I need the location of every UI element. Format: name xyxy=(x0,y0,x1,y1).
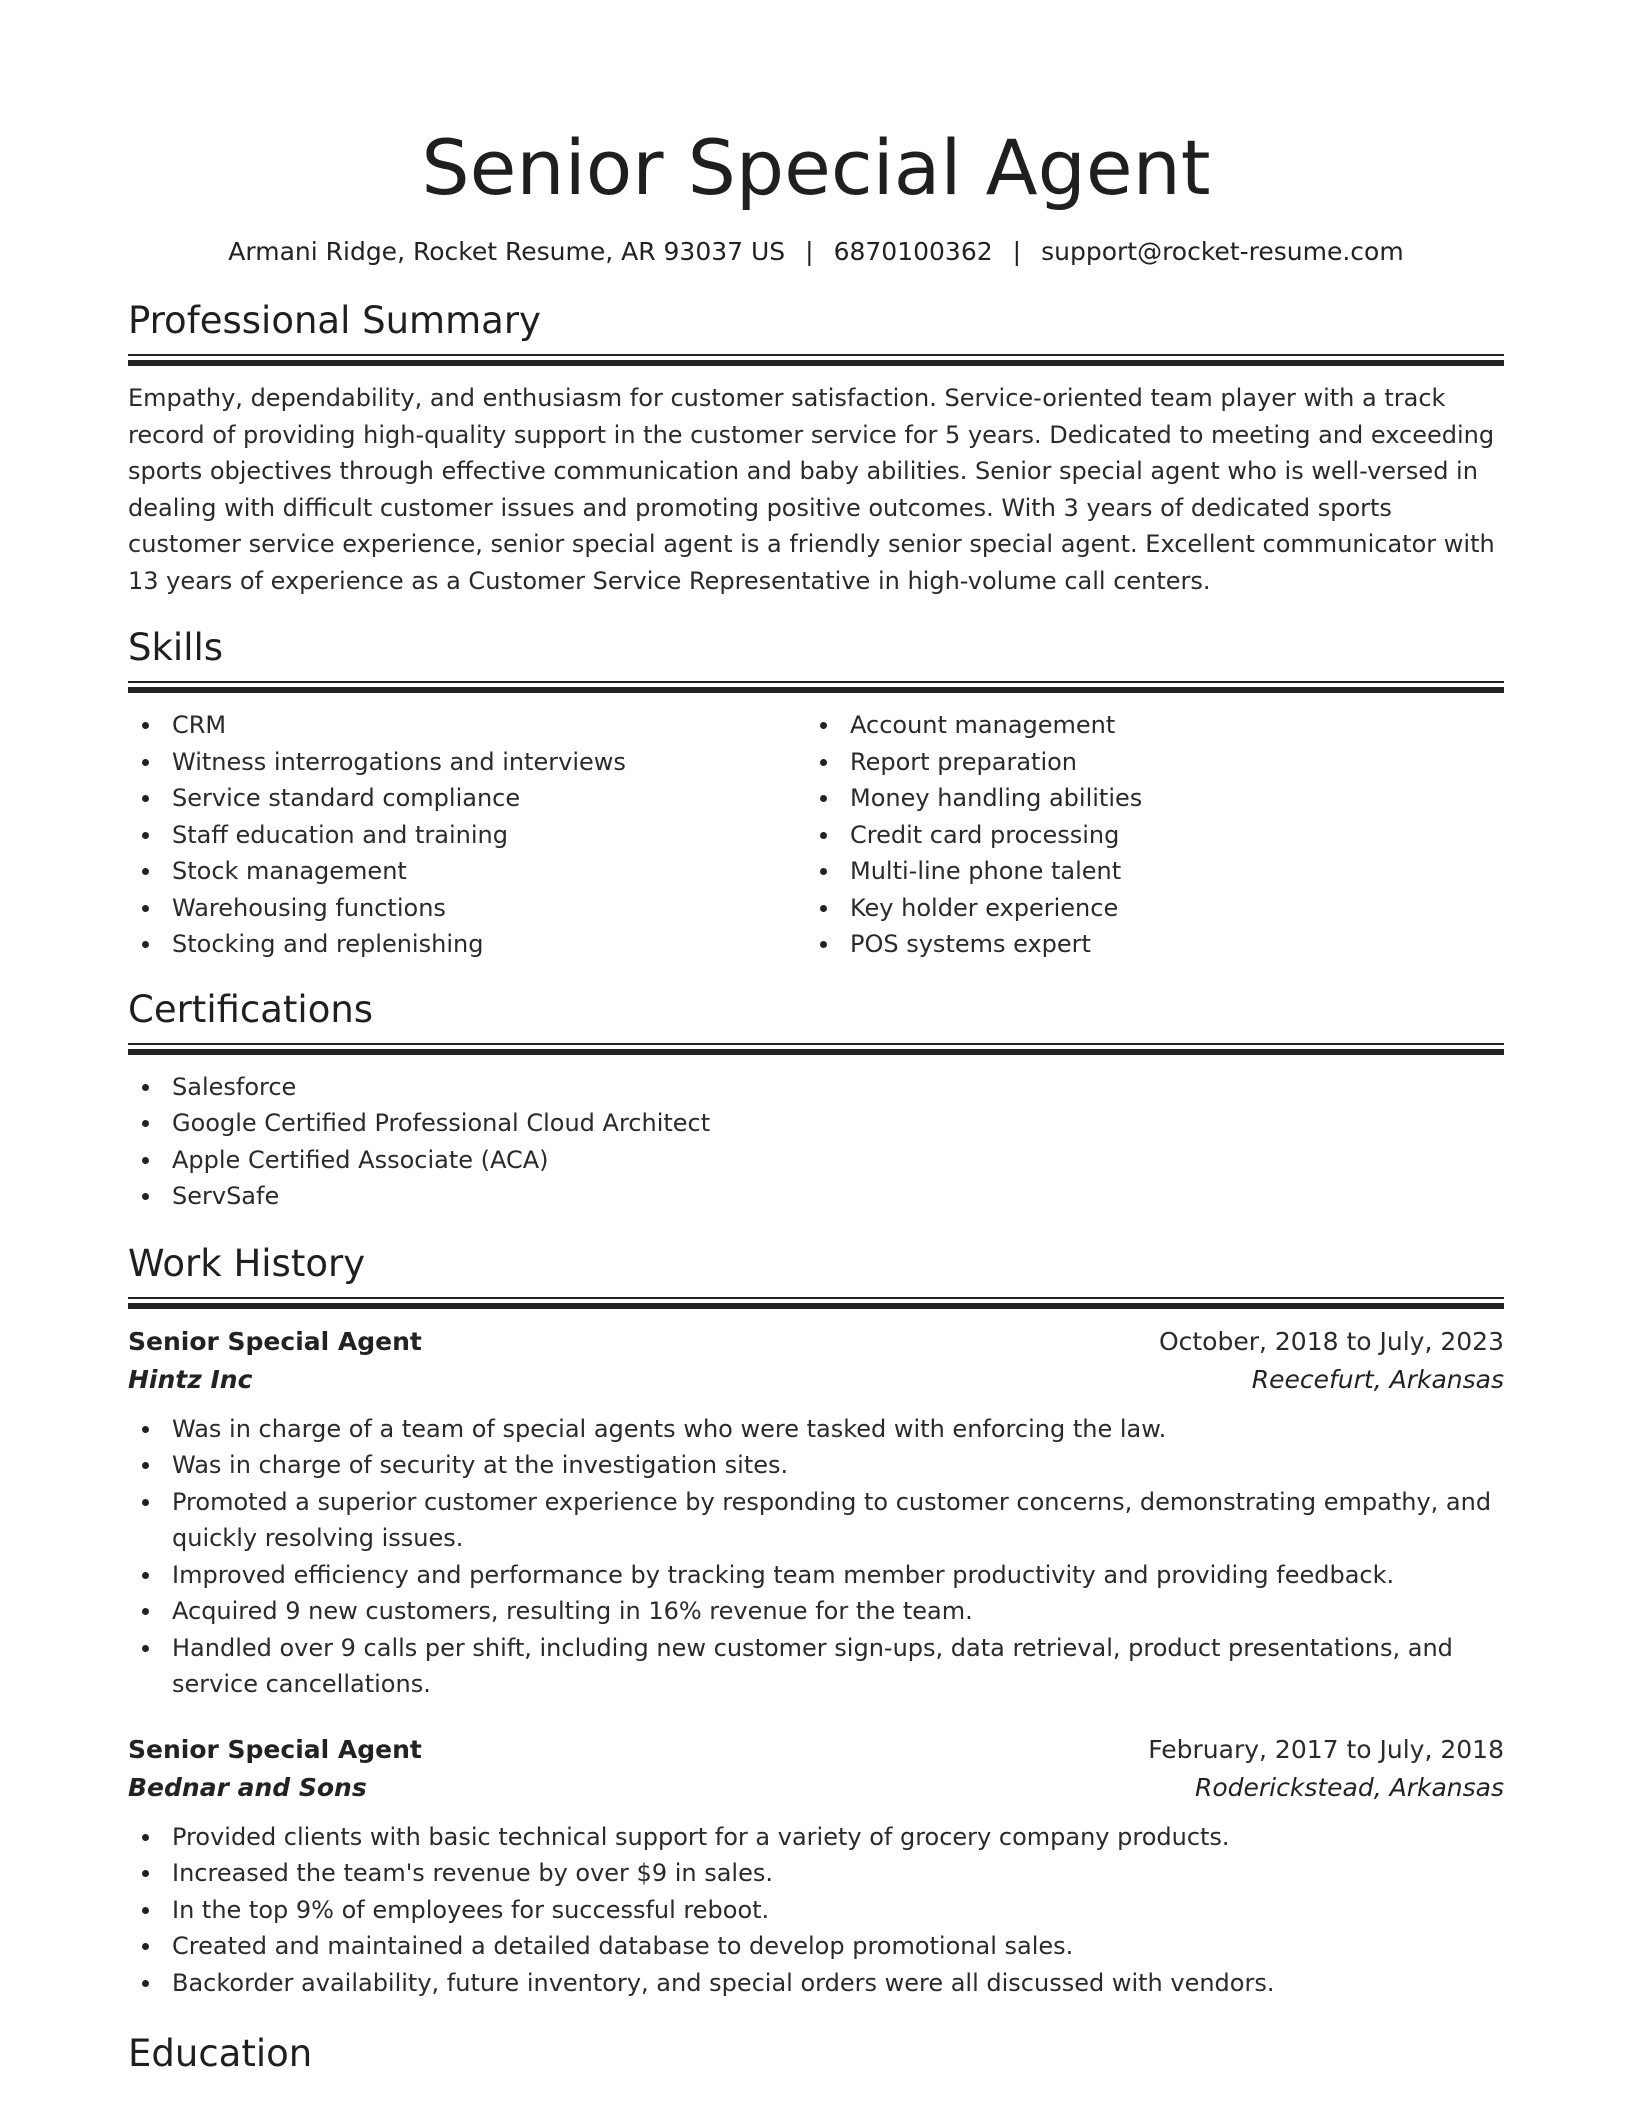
skills-section xyxy=(128,625,1504,963)
section-divider xyxy=(128,1297,1504,1309)
section-title-work-history: Work History xyxy=(128,1241,366,1285)
skill-item: Stock management xyxy=(172,853,806,890)
job-bullets xyxy=(128,1411,1504,1703)
job-location: Reecefurt, Arkansas xyxy=(1251,1364,1504,1394)
job-bullet: Was in charge of a team of special agents who were tasked with enforcing the law. xyxy=(172,1411,1504,1448)
email: support@rocket-resume.com xyxy=(1041,237,1404,266)
job-entry xyxy=(128,1731,1504,2002)
skill-item: CRM xyxy=(172,707,806,744)
skill-item: Credit card processing xyxy=(850,817,1484,854)
skill-item: Service standard compliance xyxy=(172,780,806,817)
job-bullet: Created and maintained a detailed database to develop promotional sales. xyxy=(172,1928,1504,1965)
skill-item: Money handling abilities xyxy=(850,780,1484,817)
job-bullet: Acquired 9 new customers, resulting in 16% revenue for the team. xyxy=(172,1593,1504,1630)
skill-item: Key holder experience xyxy=(850,890,1484,927)
job-bullet: Backorder availability, future inventory, and special orders were all discussed with vendors. xyxy=(172,1965,1504,2002)
job-bullet: In the top 9% of employees for successful reboot. xyxy=(172,1892,1504,1929)
address: Armani Ridge, Rocket Resume, AR 93037 US xyxy=(228,237,786,266)
skill-item: Account management xyxy=(850,707,1484,744)
job-entry xyxy=(128,1323,1504,1703)
work-history-section xyxy=(128,1241,1504,2002)
job-company: Hintz Inc xyxy=(128,1364,253,1394)
section-title-education: Education xyxy=(128,2032,313,2075)
certifications-section xyxy=(128,987,1504,1215)
skill-item: Witness interrogations and interviews xyxy=(172,744,806,781)
section-title-summary: Professional Summary xyxy=(128,299,541,342)
job-title: Senior Special Agent xyxy=(128,1734,422,1764)
education-section xyxy=(128,2031,1504,2077)
certification-item: Salesforce xyxy=(172,1069,1504,1106)
skill-item: Staff education and training xyxy=(172,817,806,854)
section-title-skills: Skills xyxy=(128,626,224,669)
skill-item: Multi-line phone talent xyxy=(850,853,1484,890)
certifications-list xyxy=(128,1069,1504,1215)
section-divider xyxy=(128,681,1504,693)
job-bullet: Improved efficiency and performance by tracking team member productivity and providing feedback. xyxy=(172,1557,1504,1594)
job-subheader xyxy=(128,1769,1504,1807)
job-location: Roderickstead, Arkansas xyxy=(1194,1772,1504,1802)
section-divider xyxy=(128,354,1504,366)
job-bullets xyxy=(128,1819,1504,2002)
job-bullet: Increased the team's revenue by over $9 in sales. xyxy=(172,1855,1504,1892)
summary-text: Empathy, dependability, and enthusiasm for customer satisfaction. Service-oriented team player with a track record of providing high-quality support in the customer service for 5 years. Dedicated to meeting and exceeding sports objectives through effective communication and baby abilities. Senior special agent who is well-versed in dealing with difficult customer issues and promoting positive outcomes. With 3 years of dedicated sports customer service experience, senior special agent is a friendly senior special agent. Excellent communicator with 13 years of experience as a Customer Service Representative in high-volume call centers. xyxy=(128,384,1495,595)
job-bullet: Handled over 9 calls per shift, including new customer sign-ups, data retrieval, product presentations, and service cancellations. xyxy=(172,1630,1504,1703)
certification-item: ServSafe xyxy=(172,1178,1504,1215)
contact-separator: | xyxy=(1012,237,1022,266)
resume-page xyxy=(128,0,1504,2077)
skill-item: POS systems expert xyxy=(850,926,1484,963)
job-header xyxy=(128,1323,1504,1361)
skills-list-right xyxy=(806,707,1484,963)
skill-item: Warehousing functions xyxy=(172,890,806,927)
job-bullet: Provided clients with basic technical support for a variety of grocery company products. xyxy=(172,1819,1504,1856)
skill-item: Report preparation xyxy=(850,744,1484,781)
certification-item: Google Certified Professional Cloud Architect xyxy=(172,1105,1504,1142)
section-title-certifications: Certifications xyxy=(128,987,374,1031)
skills-list-left xyxy=(128,707,806,963)
job-title: Senior Special Agent xyxy=(128,1326,422,1356)
job-dates: February, 2017 to July, 2018 xyxy=(1148,1734,1504,1764)
skills-columns xyxy=(128,707,1504,963)
phone: 6870100362 xyxy=(833,237,993,266)
summary-section xyxy=(128,298,1504,599)
certification-item: Apple Certified Associate (ACA) xyxy=(172,1142,1504,1179)
skill-item: Stocking and replenishing xyxy=(172,926,806,963)
job-bullet: Was in charge of security at the investigation sites. xyxy=(172,1447,1504,1484)
job-dates: October, 2018 to July, 2023 xyxy=(1158,1326,1504,1356)
job-bullet: Promoted a superior customer experience by responding to customer concerns, demonstrating empathy, and quickly resolving issues. xyxy=(172,1484,1504,1557)
job-company: Bednar and Sons xyxy=(128,1772,367,1802)
job-header xyxy=(128,1731,1504,1769)
contact-line xyxy=(128,236,1504,268)
section-divider xyxy=(128,1043,1504,1055)
candidate-name: Senior Special Agent xyxy=(421,123,1211,212)
contact-separator: | xyxy=(805,237,814,266)
job-subheader xyxy=(128,1361,1504,1399)
